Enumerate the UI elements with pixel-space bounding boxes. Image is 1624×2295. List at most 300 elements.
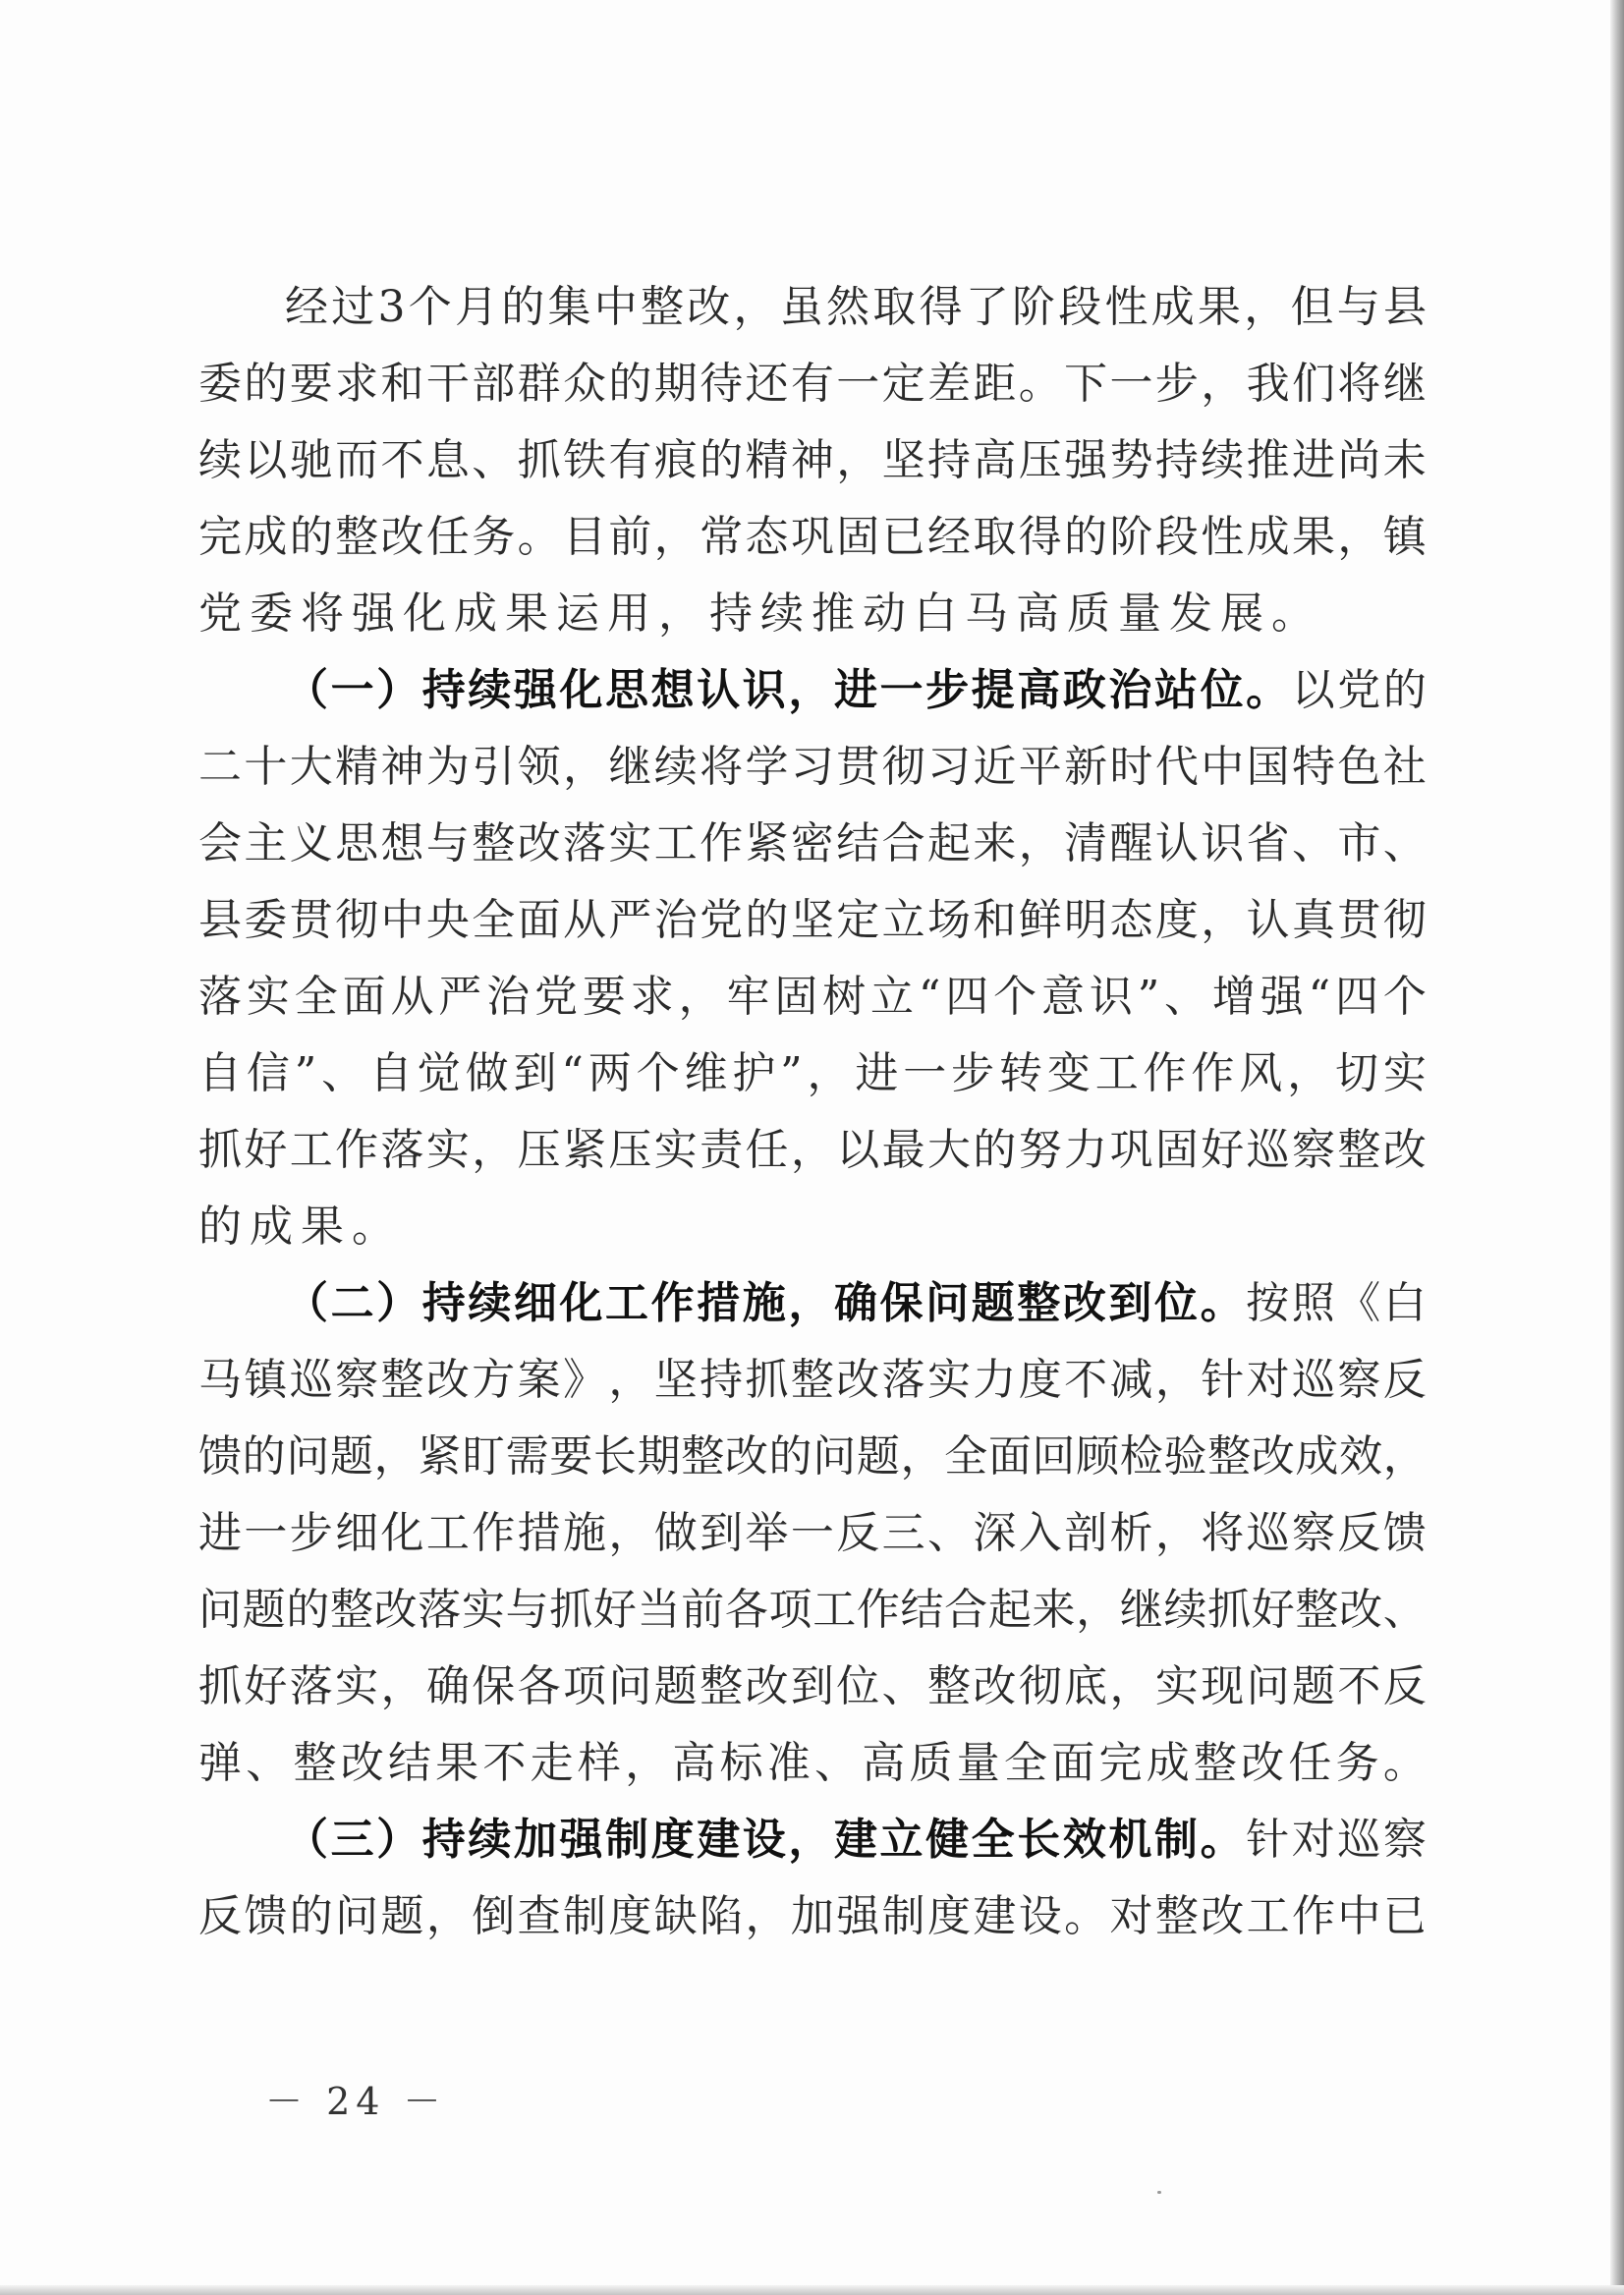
glyph: 从 [390,972,434,1022]
glyph: 、 [1164,972,1208,1022]
glyph: ， [425,1891,470,1941]
glyph: 落 [198,972,242,1022]
glyph: 起 [927,818,971,868]
glyph: 识 [742,665,786,715]
glyph: 问 [286,1431,330,1482]
glyph: 继 [1382,359,1427,409]
glyph: 实 [1382,1048,1427,1098]
glyph: 信 [246,1048,290,1098]
glyph: 步 [1154,359,1199,409]
glyph: 严 [608,895,652,945]
glyph: 认 [1154,818,1199,868]
glyph: 题 [242,1585,286,1635]
glyph: 未 [1382,435,1427,485]
glyph: 求 [335,359,379,409]
glyph: 结 [387,1738,431,1788]
glyph: ） [376,1278,420,1328]
glyph: 抓 [745,1355,789,1405]
glyph: 进 [1292,435,1335,485]
glyph: 的 [973,1125,1017,1175]
glyph: 盯 [461,1431,505,1482]
scan-speck [1157,2191,1161,2194]
glyph: 确 [833,1278,877,1328]
glyph: 的 [289,1891,333,1941]
glyph: 作 [1292,1891,1335,1941]
text-line [198,1725,1427,1802]
glyph: 整 [1154,1891,1199,1941]
glyph: 巩 [790,512,834,562]
text-line [198,422,1427,499]
glyph: 取 [872,282,917,332]
glyph: 继 [1119,1585,1163,1635]
glyph: 度 [1154,895,1199,945]
glyph: 个 [636,1048,680,1098]
glyph: 面 [517,895,561,945]
glyph: 。 [1246,665,1290,715]
glyph: 然 [826,282,869,332]
glyph: 质 [909,1738,953,1788]
glyph: 政 [1062,665,1106,715]
glyph: 题 [653,1661,698,1711]
glyph: 待 [700,359,744,409]
glyph: 一 [836,359,880,409]
glyph: 驰 [289,435,333,485]
glyph: 全 [294,972,338,1022]
text-line [198,882,1427,959]
glyph: 想 [380,818,424,868]
glyph: 县 [1383,282,1427,332]
glyph: 。 [1200,1278,1244,1328]
glyph: 的 [700,435,744,485]
text-line [198,1878,1427,1955]
glyph: 高 [862,1738,906,1788]
glyph: 特 [1292,742,1335,792]
glyph: 。 [517,512,561,562]
glyph: 步 [925,665,970,715]
glyph: 施 [742,1278,786,1328]
glyph: 3 [377,282,406,332]
glyph: 问 [198,1585,242,1635]
text-line [198,1802,1427,1878]
glyph: 作 [856,1585,900,1635]
glyph: 巡 [1246,1508,1290,1558]
glyph: 抓 [517,435,561,485]
glyph: 验 [1163,1431,1207,1482]
glyph: 作 [650,1278,695,1328]
glyph: 整 [641,282,684,332]
glyph: 自 [368,1048,413,1098]
glyph: 、 [1382,1585,1427,1635]
glyph: 巩 [1109,1125,1153,1175]
glyph: 。 [1018,359,1062,409]
glyph: 阶 [1109,512,1153,562]
glyph: 不 [482,1738,527,1788]
text-line [198,1419,1427,1495]
glyph: ， [900,1431,944,1482]
glyph: 全 [472,895,516,945]
glyph: 醒 [1109,818,1153,868]
glyph: 党 [534,972,579,1022]
glyph: 力 [973,1355,1017,1405]
glyph: 增 [1211,972,1256,1022]
glyph: 的 [501,282,545,332]
glyph: 痕 [653,435,698,485]
glyph: 题 [1292,1661,1335,1711]
glyph: 距 [973,359,1017,409]
text-line [198,499,1427,576]
glyph: 整 [1017,1278,1061,1328]
glyph: 目 [563,512,606,562]
glyph: 全 [1003,1738,1047,1788]
glyph: 们 [1292,359,1335,409]
glyph: 进 [833,665,877,715]
glyph: 与 [505,1585,549,1635]
glyph: 倒 [472,1891,516,1941]
glyph: 好 [592,1585,637,1635]
glyph: 期 [653,359,698,409]
glyph: 改 [380,512,424,562]
glyph: 高 [672,1738,716,1788]
glyph: 月 [455,282,498,332]
glyph: 任 [425,512,470,562]
glyph: 众 [563,359,606,409]
glyph: 改 [687,282,731,332]
glyph: 巡 [1246,1125,1290,1175]
glyph: ， [733,282,777,332]
glyph: 回 [1032,1431,1076,1482]
glyph: 续 [468,1815,512,1865]
glyph: ， [653,512,698,562]
glyph: 度 [1018,1355,1062,1405]
glyph: 市 [1337,818,1381,868]
glyph: ， [1287,1048,1331,1098]
glyph: 尚 [1337,435,1381,485]
glyph: 中 [1201,742,1245,792]
glyph: 抓 [198,1125,242,1175]
glyph: 好 [244,1125,288,1175]
glyph: ， [472,1125,516,1175]
glyph: 经 [927,512,971,562]
glyph: 到 [700,1508,744,1558]
glyph: 我 [1246,359,1290,409]
glyph: 的 [745,895,789,945]
glyph: 神 [380,742,424,792]
glyph: 弹 [198,1738,242,1788]
glyph: 认 [1246,895,1290,945]
glyph: 健 [925,1815,970,1865]
glyph: 的 [244,359,288,409]
glyph: ， [1154,1355,1199,1405]
glyph: 项 [768,1585,812,1635]
glyph: 差 [927,359,971,409]
glyph: 强 [559,1815,603,1865]
text-line [198,1112,1427,1189]
glyph: 虽 [779,282,823,332]
glyph: 神 [790,435,834,485]
page-edge-shadow-right [1610,0,1624,2295]
glyph: 白 [1382,1278,1427,1328]
glyph: 完 [198,512,242,562]
glyph: 不 [380,435,424,485]
glyph: 施 [563,1508,606,1558]
glyph: 不 [1337,1661,1381,1711]
glyph: 固 [836,512,880,562]
glyph: 、 [814,1738,859,1788]
glyph: 结 [836,818,880,868]
glyph: 已 [881,512,925,562]
glyph: 位 [1200,665,1244,715]
glyph: 任 [745,1125,789,1175]
glyph: 持 [421,1815,466,1865]
glyph: 一 [244,1508,288,1558]
glyph: 制 [1153,1815,1198,1865]
glyph: 。 [1200,1815,1244,1865]
glyph: 工 [1246,1891,1290,1941]
text-line [198,1572,1427,1649]
glyph: 还 [745,359,789,409]
text-line [198,346,1427,422]
page-number: － 24 － [265,2080,447,2123]
glyph: 实 [425,1125,470,1175]
glyph: 措 [697,1278,741,1328]
glyph: 深 [973,1508,1017,1558]
glyph: 实 [461,1585,505,1635]
glyph: 各 [724,1585,768,1635]
glyph: 作 [1191,1048,1235,1098]
glyph: 作 [700,818,744,868]
glyph: 续 [1163,1585,1207,1635]
glyph: 从 [563,895,606,945]
glyph: 问 [335,1891,379,1941]
text-line [198,1649,1427,1725]
glyph: 固 [1154,1125,1199,1175]
glyph: 察 [1292,1508,1335,1558]
glyph: 好 [1251,1585,1295,1635]
glyph: 度 [608,1891,652,1941]
glyph: 四 [945,972,989,1022]
glyph: ， [745,1891,789,1941]
glyph: 部 [472,359,516,409]
glyph: 集 [547,282,591,332]
glyph: ， [1154,1508,1199,1558]
glyph: 息 [425,435,470,485]
glyph: 续 [468,665,512,715]
glyph: 县 [198,895,242,945]
glyph: 到 [790,1661,834,1711]
glyph: 准 [766,1738,811,1788]
glyph: 取 [973,512,1017,562]
glyph: 察 [1292,1125,1335,1175]
glyph: 要 [582,972,626,1022]
glyph: 得 [1018,512,1062,562]
glyph: 紧 [563,1125,606,1175]
glyph: ， [790,1125,834,1175]
glyph: 抓 [1207,1585,1252,1635]
glyph: 立 [879,1815,924,1865]
glyph: 压 [1018,435,1062,485]
glyph: 性 [1201,512,1245,562]
glyph: 对 [1109,1891,1153,1941]
glyph: 巡 [289,1355,333,1405]
glyph: 会 [198,818,242,868]
glyph: 持 [1154,435,1199,485]
glyph: 和 [380,359,424,409]
glyph: ， [1337,512,1381,562]
glyph: 措 [517,1508,561,1558]
glyph: 央 [425,895,470,945]
glyph: 落 [418,1585,462,1635]
glyph: 群 [517,359,561,409]
glyph: 义 [289,818,333,868]
glyph: 识 [1089,972,1133,1022]
glyph: 而 [335,435,379,485]
glyph: 高 [973,435,1017,485]
glyph: 识 [1201,818,1245,868]
glyph: 明 [1064,895,1108,945]
glyph: ， [788,1278,832,1328]
glyph: ， [836,435,880,485]
glyph: 进 [198,1508,242,1558]
glyph: 强 [1064,435,1108,485]
glyph: 减 [1109,1355,1153,1405]
glyph: ， [608,1508,652,1558]
glyph: 结 [900,1585,944,1635]
glyph: 经 [285,282,328,332]
glyph: 要 [549,1431,593,1482]
glyph: 成 [1295,1431,1339,1482]
glyph: 固 [774,972,818,1022]
glyph: 清 [1064,818,1108,868]
glyph: 以 [244,435,288,485]
glyph: 反 [198,1891,242,1941]
glyph: 按 [1246,1278,1290,1328]
text-line: 党委将强化成果运用，持续推动白马高质量发展。 [198,588,1322,639]
glyph: 案 [517,1355,561,1405]
glyph: 步 [289,1508,333,1558]
glyph: ， [807,1048,851,1098]
glyph: 思 [335,818,379,868]
glyph: 、 [927,1508,971,1558]
glyph: 工 [1094,1048,1139,1098]
glyph: 的 [242,1431,286,1482]
glyph: 作 [472,1508,516,1558]
glyph: 建 [697,1815,741,1865]
glyph: 、 [246,1738,290,1788]
glyph: 问 [1246,1661,1290,1711]
glyph: 三 [330,1815,374,1865]
glyph: ， [678,972,722,1022]
glyph: 成 [1150,282,1195,332]
glyph: 认 [697,665,741,715]
text-line [198,1342,1427,1419]
glyph: 落 [563,818,606,868]
glyph: 的 [1382,665,1427,715]
glyph: “ [1308,972,1331,1022]
glyph: 务 [472,512,516,562]
glyph: 题 [971,1278,1015,1328]
glyph: 面 [1051,1738,1095,1788]
text-line [198,269,1427,346]
glyph: 改 [517,818,561,868]
text-line [198,729,1427,806]
glyph: 位 [1153,1278,1198,1328]
glyph: 时 [1109,742,1153,792]
glyph: 设 [742,1815,786,1865]
glyph: 做 [465,1048,509,1098]
glyph: 实 [335,1661,379,1711]
glyph: 立 [881,895,925,945]
glyph: 、 [472,435,516,485]
glyph: 站 [1153,665,1198,715]
glyph: 的 [289,512,333,562]
glyph: 改 [973,1661,1017,1711]
document-body [198,269,1427,1955]
glyph: 整 [681,1431,725,1482]
glyph: 持 [700,1355,744,1405]
text-line [198,652,1427,729]
glyph: 持 [421,665,466,715]
glyph: （ [285,1278,328,1328]
glyph: 国 [1246,742,1290,792]
glyph: 顾 [1076,1431,1120,1482]
glyph: 省 [1246,818,1290,868]
glyph: 问 [925,1278,970,1328]
glyph: 三 [881,1508,925,1558]
glyph: 工 [653,818,698,868]
glyph: 制 [563,1891,606,1941]
glyph: 果 [1198,282,1241,332]
glyph: 落 [881,1355,925,1405]
glyph: 色 [1337,742,1381,792]
glyph: 好 [1201,1125,1245,1175]
glyph: 题 [329,1431,373,1482]
glyph: 抓 [198,1661,242,1711]
glyph: 、 [1292,818,1335,868]
glyph: 当 [637,1585,681,1635]
glyph: 态 [1109,895,1153,945]
glyph: 照 [1291,1278,1335,1328]
glyph: 势 [1109,435,1153,485]
glyph: 改 [373,1585,418,1635]
glyph: 到 [513,1048,557,1098]
glyph: 领 [517,742,561,792]
glyph: 设 [1018,1891,1062,1941]
glyph: 下 [1064,359,1108,409]
glyph: 的 [768,1431,812,1482]
glyph: （ [285,665,328,715]
glyph: 改 [1251,1431,1295,1482]
glyph: 治 [653,895,698,945]
glyph: 中 [380,895,424,945]
glyph: 面 [342,972,386,1022]
glyph: 工 [289,1125,333,1175]
glyph: 建 [973,1891,1017,1941]
text-line: 的成果。 [198,1202,403,1252]
glyph: 压 [608,1125,652,1175]
glyph: 想 [650,665,695,715]
glyph: 合 [881,818,925,868]
glyph: 整 [1295,1585,1339,1635]
glyph: ， [1018,818,1062,868]
glyph: 查 [517,1891,561,1941]
glyph: 务 [1335,1738,1379,1788]
glyph: 个 [1382,972,1427,1022]
glyph: 四 [1334,972,1378,1022]
glyph: ） [376,665,420,715]
glyph: 彻 [335,895,379,945]
glyph: 整 [335,512,379,562]
glyph: 力 [1064,1125,1108,1175]
